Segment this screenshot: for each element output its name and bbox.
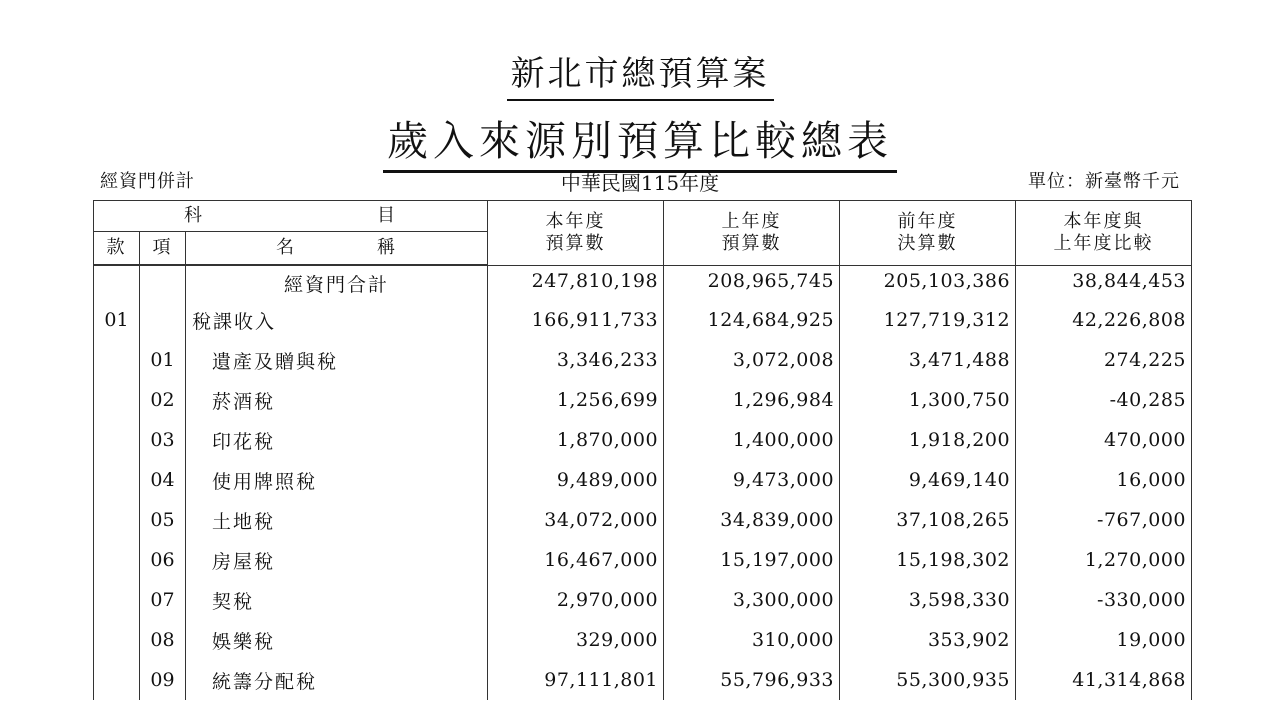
last-budget-header-line2: 預算數 [721,232,782,254]
row-last: 15,197,000 [664,540,840,580]
table-row [94,580,1192,620]
row-diff: 16,000 [1016,460,1192,500]
row-xiang: 05 [140,500,186,540]
current-budget-header-line1: 本年度 [545,210,606,232]
name-header-right: 稱 [377,237,398,258]
row-xiang: 02 [140,380,186,420]
row-prev: 353,902 [840,620,1016,660]
total-row [94,265,1192,300]
row-xiang [140,300,186,340]
row-current: 97,111,801 [488,660,664,700]
row-current: 1,870,000 [488,420,664,460]
report-subtitle-text: 歲入來源別預算比較總表 [383,108,897,173]
last-budget-header [664,201,840,266]
row-prev: 3,471,488 [840,340,1016,380]
row-kuan [94,460,140,500]
row-diff: -330,000 [1016,580,1192,620]
row-prev: 37,108,265 [840,500,1016,540]
table-row [94,420,1192,460]
current-budget-header [488,201,664,266]
total-diff: 38,844,453 [1016,265,1192,300]
comparison-header-line1: 本年度與 [1063,210,1144,232]
row-prev: 127,719,312 [840,300,1016,340]
row-xiang: 08 [140,620,186,660]
row-kuan [94,500,140,540]
prev-final-header [840,201,1016,266]
row-diff: 42,226,808 [1016,300,1192,340]
row-xiang: 09 [140,660,186,700]
row-kuan [94,340,140,380]
row-name: 遺產及贈與稅 [186,340,488,380]
name-header [186,232,488,266]
total-xiang [140,265,186,300]
row-name: 娛樂稅 [186,620,488,660]
total-current: 247,810,198 [488,265,664,300]
row-name: 土地稅 [186,500,488,540]
row-kuan [94,380,140,420]
row-xiang: 04 [140,460,186,500]
row-kuan [94,580,140,620]
xiang-header: 項 [140,232,186,266]
row-current: 329,000 [488,620,664,660]
row-last: 1,400,000 [664,420,840,460]
table-row [94,300,1192,340]
row-diff: 1,270,000 [1016,540,1192,580]
total-prev: 205,103,386 [840,265,1016,300]
name-header-left: 名 [276,237,296,258]
row-current: 3,346,233 [488,340,664,380]
row-last: 124,684,925 [664,300,840,340]
row-xiang: 03 [140,420,186,460]
prev-final-header-line2: 決算數 [897,232,958,254]
report-title-text: 新北市總預算案 [507,46,774,101]
report-title [0,46,1280,101]
table-row [94,380,1192,420]
row-current: 34,072,000 [488,500,664,540]
subject-header-right: 目 [377,205,398,226]
row-kuan [94,540,140,580]
table-row [94,500,1192,540]
subject-header-left: 科 [184,205,204,226]
row-prev: 3,598,330 [840,580,1016,620]
total-name: 經資門合計 [186,265,488,300]
row-diff: -767,000 [1016,500,1192,540]
row-name: 使用牌照稅 [186,460,488,500]
table-row [94,620,1192,660]
row-name: 契稅 [186,580,488,620]
row-kuan [94,620,140,660]
row-current: 2,970,000 [488,580,664,620]
row-prev: 15,198,302 [840,540,1016,580]
comparison-header-line2: 上年度比較 [1053,232,1154,254]
comparison-header [1016,201,1192,266]
row-kuan [94,660,140,700]
table-row [94,540,1192,580]
capital-note: 經資門併計 [100,171,195,192]
row-name: 房屋稅 [186,540,488,580]
report-subtitle [0,108,1280,173]
row-last: 1,296,984 [664,380,840,420]
table-row [94,660,1192,700]
table-row [94,340,1192,380]
row-diff: 470,000 [1016,420,1192,460]
prev-final-header-line1: 前年度 [897,210,958,232]
row-prev: 55,300,935 [840,660,1016,700]
row-diff: 274,225 [1016,340,1192,380]
row-name: 菸酒稅 [186,380,488,420]
row-kuan: 01 [94,300,140,340]
row-name: 稅課收入 [186,300,488,340]
subject-header [94,201,488,232]
row-last: 3,300,000 [664,580,840,620]
row-prev: 9,469,140 [840,460,1016,500]
row-diff: 41,314,868 [1016,660,1192,700]
total-last: 208,965,745 [664,265,840,300]
row-diff: -40,285 [1016,380,1192,420]
row-name: 印花稅 [186,420,488,460]
total-kuan [94,265,140,300]
last-budget-header-line1: 上年度 [721,210,782,232]
kuan-header: 款 [94,232,140,266]
row-current: 166,911,733 [488,300,664,340]
row-last: 55,796,933 [664,660,840,700]
current-budget-header-line2: 預算數 [545,232,606,254]
revenue-table [93,200,1192,700]
row-prev: 1,918,200 [840,420,1016,460]
row-prev: 1,300,750 [840,380,1016,420]
unit-note: 單位：新臺幣千元 [1028,171,1180,192]
row-last: 9,473,000 [664,460,840,500]
row-last: 34,839,000 [664,500,840,540]
row-diff: 19,000 [1016,620,1192,660]
row-xiang: 07 [140,580,186,620]
row-last: 310,000 [664,620,840,660]
row-xiang: 06 [140,540,186,580]
row-name: 統籌分配稅 [186,660,488,700]
row-xiang: 01 [140,340,186,380]
fiscal-year: 中華民國115年度 [560,171,720,195]
row-current: 16,467,000 [488,540,664,580]
table-row [94,460,1192,500]
row-current: 9,489,000 [488,460,664,500]
row-current: 1,256,699 [488,380,664,420]
row-last: 3,072,008 [664,340,840,380]
row-kuan [94,420,140,460]
